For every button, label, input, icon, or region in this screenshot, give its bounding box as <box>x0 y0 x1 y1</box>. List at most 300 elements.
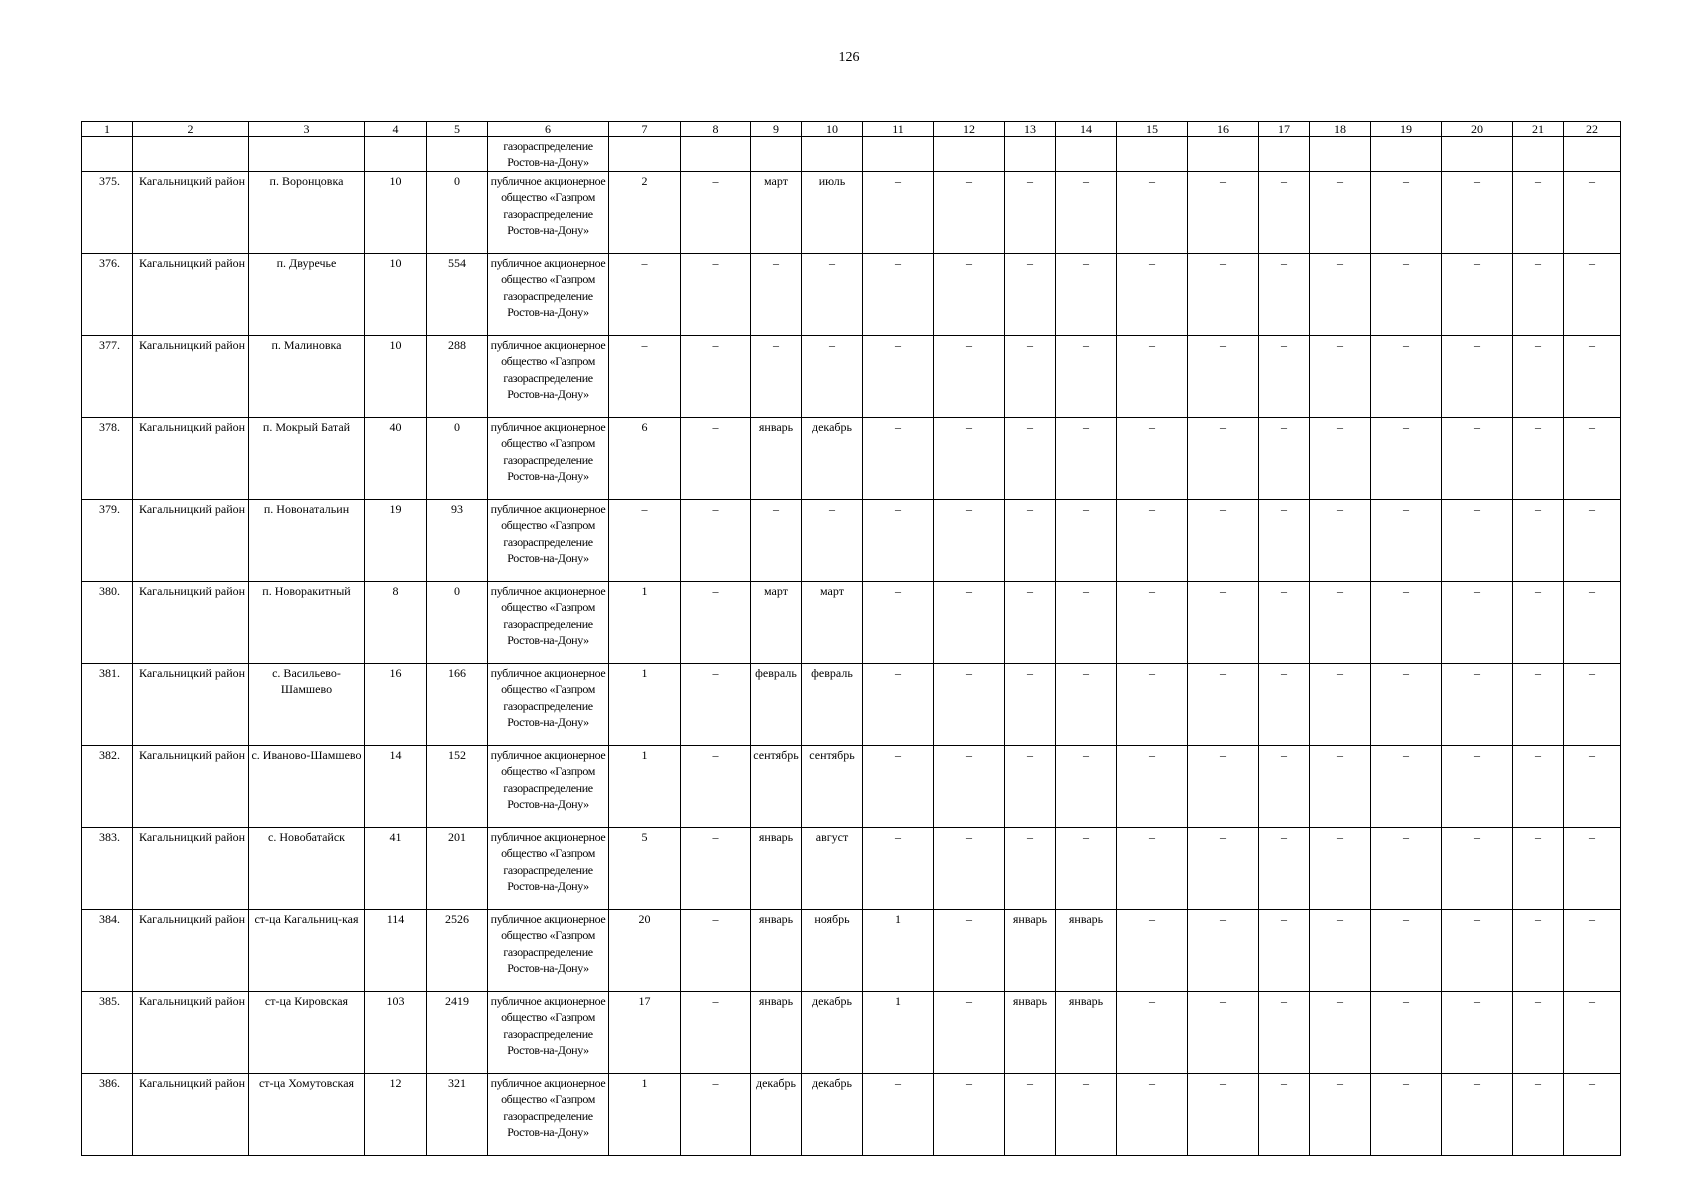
cell-col-17: – <box>1259 499 1310 581</box>
cell-settlement: с. Васильево-Шамшево <box>249 663 365 745</box>
cell-col-13: – <box>1005 745 1056 827</box>
cell-col-21: – <box>1513 335 1564 417</box>
cell-col-13: – <box>1005 253 1056 335</box>
cell-row-number: 385. <box>82 991 133 1073</box>
table-row <box>82 745 1621 827</box>
cell-col-21: – <box>1513 253 1564 335</box>
cell-operator: газораспределение Ростов-на-Дону» <box>488 137 609 172</box>
cell-col-21: – <box>1513 1073 1564 1155</box>
cell-col-12: – <box>934 827 1005 909</box>
page-number: 126 <box>838 50 860 65</box>
column-number-header: 13 <box>1005 122 1056 137</box>
cell-district: Кагальницкий район <box>133 909 249 991</box>
cell-col-17: – <box>1259 171 1310 253</box>
cell-col-22: – <box>1564 991 1621 1073</box>
cell-col-10-end-month: декабрь <box>802 991 863 1073</box>
cell-col-16: – <box>1188 991 1259 1073</box>
cell-col-9-start-month: январь <box>751 991 802 1073</box>
cell-district: Кагальницкий район <box>133 991 249 1073</box>
cell-col-22: – <box>1564 499 1621 581</box>
cell-col-10-end-month: – <box>802 253 863 335</box>
cell-col-20 <box>1442 137 1513 172</box>
table-row <box>82 581 1621 663</box>
cell-operator: публичное акционерное общество «Газпром газораспределение Ростов-на-Дону» <box>488 909 609 991</box>
cell-col-5: 0 <box>427 417 488 499</box>
cell-col-15: – <box>1117 499 1188 581</box>
cell-col-9-start-month <box>751 137 802 172</box>
cell-district: Кагальницкий район <box>133 499 249 581</box>
cell-row-number: 381. <box>82 663 133 745</box>
cell-col-20: – <box>1442 417 1513 499</box>
column-number-header-row <box>82 122 1621 137</box>
cell-col-20: – <box>1442 253 1513 335</box>
column-number-header: 20 <box>1442 122 1513 137</box>
cell-col-13: январь <box>1005 909 1056 991</box>
cell-col-15: – <box>1117 253 1188 335</box>
cell-col-20: – <box>1442 171 1513 253</box>
cell-col-21: – <box>1513 663 1564 745</box>
cell-col-16: – <box>1188 1073 1259 1155</box>
column-number-header: 3 <box>249 122 365 137</box>
cell-col-11: – <box>863 745 934 827</box>
cell-settlement: п. Мокрый Батай <box>249 417 365 499</box>
cell-operator: публичное акционерное общество «Газпром газораспределение Ростов-на-Дону» <box>488 991 609 1073</box>
cell-col-11: – <box>863 417 934 499</box>
cell-col-10-end-month: – <box>802 335 863 417</box>
cell-settlement: п. Новонатальин <box>249 499 365 581</box>
column-number-header: 4 <box>365 122 427 137</box>
cell-col-9-start-month: январь <box>751 827 802 909</box>
cell-row-number: 386. <box>82 1073 133 1155</box>
cell-col-8: – <box>681 581 751 663</box>
cell-col-15: – <box>1117 335 1188 417</box>
cell-col-5: 0 <box>427 171 488 253</box>
cell-col-13: – <box>1005 335 1056 417</box>
cell-col-14: – <box>1056 663 1117 745</box>
cell-col-7: 2 <box>609 171 681 253</box>
cell-col-13: – <box>1005 417 1056 499</box>
cell-col-17: – <box>1259 1073 1310 1155</box>
cell-col-16: – <box>1188 417 1259 499</box>
column-number-header: 14 <box>1056 122 1117 137</box>
cell-col-18: – <box>1310 499 1371 581</box>
cell-col-21: – <box>1513 745 1564 827</box>
cell-col-16: – <box>1188 499 1259 581</box>
cell-col-15: – <box>1117 909 1188 991</box>
cell-col-15: – <box>1117 171 1188 253</box>
cell-col-8: – <box>681 827 751 909</box>
cell-col-10-end-month: – <box>802 499 863 581</box>
cell-operator: публичное акционерное общество «Газпром газораспределение Ростов-на-Дону» <box>488 499 609 581</box>
column-number-header: 2 <box>133 122 249 137</box>
cell-operator: публичное акционерное общество «Газпром газораспределение Ростов-на-Дону» <box>488 745 609 827</box>
column-number-header: 6 <box>488 122 609 137</box>
cell-col-13: январь <box>1005 991 1056 1073</box>
cell-col-22: – <box>1564 827 1621 909</box>
cell-col-7: 1 <box>609 663 681 745</box>
cell-col-8: – <box>681 417 751 499</box>
cell-col-14: – <box>1056 171 1117 253</box>
cell-col-20: – <box>1442 335 1513 417</box>
cell-col-15 <box>1117 137 1188 172</box>
cell-col-17 <box>1259 137 1310 172</box>
cell-col-17: – <box>1259 417 1310 499</box>
cell-col-17: – <box>1259 745 1310 827</box>
cell-col-16: – <box>1188 827 1259 909</box>
cell-col-5: 93 <box>427 499 488 581</box>
cell-col-4: 103 <box>365 991 427 1073</box>
cell-col-7: 5 <box>609 827 681 909</box>
cell-col-16 <box>1188 137 1259 172</box>
cell-col-11: – <box>863 171 934 253</box>
cell-settlement <box>249 137 365 172</box>
cell-col-5: 0 <box>427 581 488 663</box>
cell-col-19: – <box>1371 499 1442 581</box>
cell-col-19: – <box>1371 417 1442 499</box>
cell-row-number: 378. <box>82 417 133 499</box>
cell-col-17: – <box>1259 827 1310 909</box>
cell-col-9-start-month: – <box>751 499 802 581</box>
cell-settlement: п. Двуречье <box>249 253 365 335</box>
gasification-table <box>81 121 1621 1156</box>
cell-col-12: – <box>934 909 1005 991</box>
cell-col-9-start-month: февраль <box>751 663 802 745</box>
cell-settlement: п. Новоракитный <box>249 581 365 663</box>
cell-col-4: 10 <box>365 171 427 253</box>
cell-col-22: – <box>1564 1073 1621 1155</box>
cell-col-7: – <box>609 253 681 335</box>
cell-col-9-start-month: январь <box>751 909 802 991</box>
cell-col-9-start-month: март <box>751 171 802 253</box>
cell-operator: публичное акционерное общество «Газпром газораспределение Ростов-на-Дону» <box>488 1073 609 1155</box>
cell-col-11: – <box>863 827 934 909</box>
cell-col-22 <box>1564 137 1621 172</box>
cell-operator: публичное акционерное общество «Газпром газораспределение Ростов-на-Дону» <box>488 663 609 745</box>
cell-col-15: – <box>1117 581 1188 663</box>
cell-col-4: 14 <box>365 745 427 827</box>
cell-col-20: – <box>1442 827 1513 909</box>
cell-col-11: – <box>863 335 934 417</box>
cell-settlement: п. Воронцовка <box>249 171 365 253</box>
cell-col-5 <box>427 137 488 172</box>
column-number-header: 5 <box>427 122 488 137</box>
cell-col-8: – <box>681 1073 751 1155</box>
cell-col-5: 321 <box>427 1073 488 1155</box>
cell-col-21: – <box>1513 499 1564 581</box>
cell-operator: публичное акционерное общество «Газпром газораспределение Ростов-на-Дону» <box>488 827 609 909</box>
cell-col-19: – <box>1371 335 1442 417</box>
table-row <box>82 991 1621 1073</box>
cell-col-14: – <box>1056 253 1117 335</box>
cell-col-16: – <box>1188 909 1259 991</box>
cell-col-13: – <box>1005 171 1056 253</box>
cell-row-number: 383. <box>82 827 133 909</box>
cell-col-22: – <box>1564 171 1621 253</box>
cell-col-14: – <box>1056 827 1117 909</box>
cell-col-19: – <box>1371 581 1442 663</box>
cell-col-10-end-month: декабрь <box>802 417 863 499</box>
cell-col-9-start-month: сентябрь <box>751 745 802 827</box>
column-number-header: 9 <box>751 122 802 137</box>
cell-col-4: 19 <box>365 499 427 581</box>
cell-col-20: – <box>1442 909 1513 991</box>
cell-col-8 <box>681 137 751 172</box>
cell-col-21: – <box>1513 991 1564 1073</box>
cell-settlement: с. Новобатайск <box>249 827 365 909</box>
cell-col-13: – <box>1005 499 1056 581</box>
cell-col-18: – <box>1310 1073 1371 1155</box>
cell-district: Кагальницкий район <box>133 581 249 663</box>
cell-operator: публичное акционерное общество «Газпром газораспределение Ростов-на-Дону» <box>488 171 609 253</box>
cell-col-8: – <box>681 253 751 335</box>
cell-operator: публичное акционерное общество «Газпром газораспределение Ростов-на-Дону» <box>488 417 609 499</box>
cell-col-21: – <box>1513 581 1564 663</box>
cell-col-5: 2526 <box>427 909 488 991</box>
cell-operator: публичное акционерное общество «Газпром газораспределение Ростов-на-Дону» <box>488 581 609 663</box>
table-row <box>82 663 1621 745</box>
cell-col-10-end-month: август <box>802 827 863 909</box>
cell-col-16: – <box>1188 581 1259 663</box>
cell-col-19: – <box>1371 663 1442 745</box>
cell-col-8: – <box>681 335 751 417</box>
cell-col-18: – <box>1310 909 1371 991</box>
cell-col-20: – <box>1442 745 1513 827</box>
column-number-header: 22 <box>1564 122 1621 137</box>
cell-district: Кагальницкий район <box>133 745 249 827</box>
column-number-header: 17 <box>1259 122 1310 137</box>
cell-col-13: – <box>1005 663 1056 745</box>
cell-col-11: 1 <box>863 991 934 1073</box>
cell-col-12 <box>934 137 1005 172</box>
cell-col-10-end-month: сентябрь <box>802 745 863 827</box>
cell-col-9-start-month: – <box>751 335 802 417</box>
continuation-row <box>82 137 1621 172</box>
cell-row-number <box>82 137 133 172</box>
table-row <box>82 417 1621 499</box>
cell-col-14: январь <box>1056 909 1117 991</box>
cell-settlement: ст-ца Кагальниц-кая <box>249 909 365 991</box>
cell-col-22: – <box>1564 745 1621 827</box>
column-number-header: 18 <box>1310 122 1371 137</box>
cell-district: Кагальницкий район <box>133 253 249 335</box>
cell-col-8: – <box>681 663 751 745</box>
cell-col-8: – <box>681 991 751 1073</box>
cell-district: Кагальницкий район <box>133 171 249 253</box>
column-number-header: 7 <box>609 122 681 137</box>
column-number-header: 12 <box>934 122 1005 137</box>
cell-col-17: – <box>1259 663 1310 745</box>
cell-col-20: – <box>1442 581 1513 663</box>
cell-row-number: 376. <box>82 253 133 335</box>
cell-col-13: – <box>1005 1073 1056 1155</box>
cell-col-10-end-month: март <box>802 581 863 663</box>
cell-col-17: – <box>1259 991 1310 1073</box>
cell-col-4: 114 <box>365 909 427 991</box>
cell-district: Кагальницкий район <box>133 417 249 499</box>
cell-col-11: – <box>863 499 934 581</box>
cell-col-14: – <box>1056 745 1117 827</box>
cell-col-7: 17 <box>609 991 681 1073</box>
cell-col-11 <box>863 137 934 172</box>
cell-col-13: – <box>1005 581 1056 663</box>
cell-col-7 <box>609 137 681 172</box>
cell-col-18: – <box>1310 417 1371 499</box>
table-body <box>82 122 1621 1156</box>
cell-col-18: – <box>1310 663 1371 745</box>
cell-col-12: – <box>934 417 1005 499</box>
cell-col-12: – <box>934 745 1005 827</box>
table-row <box>82 1073 1621 1155</box>
cell-col-9-start-month: – <box>751 253 802 335</box>
cell-row-number: 375. <box>82 171 133 253</box>
cell-col-22: – <box>1564 417 1621 499</box>
cell-district: Кагальницкий район <box>133 663 249 745</box>
cell-col-22: – <box>1564 581 1621 663</box>
cell-col-20: – <box>1442 991 1513 1073</box>
cell-col-18: – <box>1310 335 1371 417</box>
cell-district: Кагальницкий район <box>133 335 249 417</box>
cell-col-15: – <box>1117 663 1188 745</box>
cell-col-11: – <box>863 253 934 335</box>
cell-col-19: – <box>1371 171 1442 253</box>
cell-col-20: – <box>1442 499 1513 581</box>
cell-operator: публичное акционерное общество «Газпром газораспределение Ростов-на-Дону» <box>488 253 609 335</box>
cell-col-21: – <box>1513 827 1564 909</box>
cell-operator: публичное акционерное общество «Газпром газораспределение Ростов-на-Дону» <box>488 335 609 417</box>
cell-col-4: 16 <box>365 663 427 745</box>
cell-col-9-start-month: январь <box>751 417 802 499</box>
cell-col-12: – <box>934 581 1005 663</box>
cell-col-4 <box>365 137 427 172</box>
cell-row-number: 379. <box>82 499 133 581</box>
cell-col-11: – <box>863 581 934 663</box>
cell-col-14: – <box>1056 417 1117 499</box>
cell-col-7: 20 <box>609 909 681 991</box>
cell-col-21: – <box>1513 909 1564 991</box>
cell-col-11: – <box>863 1073 934 1155</box>
cell-col-14: – <box>1056 1073 1117 1155</box>
table-row <box>82 335 1621 417</box>
cell-row-number: 382. <box>82 745 133 827</box>
cell-col-5: 554 <box>427 253 488 335</box>
cell-col-4: 12 <box>365 1073 427 1155</box>
cell-col-10-end-month: февраль <box>802 663 863 745</box>
cell-col-14: – <box>1056 581 1117 663</box>
cell-col-10-end-month: декабрь <box>802 1073 863 1155</box>
cell-col-22: – <box>1564 335 1621 417</box>
cell-settlement: ст-ца Кировская <box>249 991 365 1073</box>
cell-district <box>133 137 249 172</box>
column-number-header: 8 <box>681 122 751 137</box>
cell-col-7: – <box>609 499 681 581</box>
cell-settlement: с. Иваново-Шамшево <box>249 745 365 827</box>
cell-row-number: 384. <box>82 909 133 991</box>
cell-col-7: – <box>609 335 681 417</box>
cell-col-17: – <box>1259 909 1310 991</box>
cell-col-4: 40 <box>365 417 427 499</box>
cell-col-12: – <box>934 499 1005 581</box>
cell-col-15: – <box>1117 991 1188 1073</box>
cell-col-12: – <box>934 1073 1005 1155</box>
cell-col-9-start-month: декабрь <box>751 1073 802 1155</box>
cell-col-15: – <box>1117 1073 1188 1155</box>
cell-col-19: – <box>1371 1073 1442 1155</box>
column-number-header: 15 <box>1117 122 1188 137</box>
table-row <box>82 171 1621 253</box>
cell-col-8: – <box>681 745 751 827</box>
cell-row-number: 377. <box>82 335 133 417</box>
cell-col-14: – <box>1056 335 1117 417</box>
cell-col-9-start-month: март <box>751 581 802 663</box>
cell-col-21: – <box>1513 171 1564 253</box>
cell-col-8: – <box>681 499 751 581</box>
cell-col-10-end-month: июль <box>802 171 863 253</box>
cell-col-16: – <box>1188 335 1259 417</box>
cell-row-number: 380. <box>82 581 133 663</box>
cell-col-19: – <box>1371 827 1442 909</box>
cell-col-16: – <box>1188 171 1259 253</box>
cell-col-4: 10 <box>365 335 427 417</box>
cell-col-5: 201 <box>427 827 488 909</box>
cell-district: Кагальницкий район <box>133 1073 249 1155</box>
column-number-header: 1 <box>82 122 133 137</box>
cell-col-12: – <box>934 335 1005 417</box>
table-row <box>82 499 1621 581</box>
cell-col-14: январь <box>1056 991 1117 1073</box>
column-number-header: 19 <box>1371 122 1442 137</box>
table-row <box>82 253 1621 335</box>
table-row <box>82 827 1621 909</box>
column-number-header: 10 <box>802 122 863 137</box>
cell-col-18 <box>1310 137 1371 172</box>
cell-col-13 <box>1005 137 1056 172</box>
cell-col-4: 10 <box>365 253 427 335</box>
cell-col-19: – <box>1371 909 1442 991</box>
cell-col-15: – <box>1117 827 1188 909</box>
cell-col-21 <box>1513 137 1564 172</box>
cell-col-17: – <box>1259 335 1310 417</box>
cell-col-21: – <box>1513 417 1564 499</box>
cell-col-22: – <box>1564 663 1621 745</box>
cell-col-19: – <box>1371 745 1442 827</box>
cell-col-11: 1 <box>863 909 934 991</box>
cell-col-20: – <box>1442 663 1513 745</box>
column-number-header: 16 <box>1188 122 1259 137</box>
cell-col-7: 1 <box>609 1073 681 1155</box>
cell-col-14: – <box>1056 499 1117 581</box>
cell-col-7: 6 <box>609 417 681 499</box>
cell-col-19: – <box>1371 991 1442 1073</box>
cell-col-8: – <box>681 909 751 991</box>
cell-col-22: – <box>1564 909 1621 991</box>
cell-col-12: – <box>934 663 1005 745</box>
cell-col-16: – <box>1188 745 1259 827</box>
cell-col-18: – <box>1310 745 1371 827</box>
cell-col-18: – <box>1310 171 1371 253</box>
cell-settlement: п. Малиновка <box>249 335 365 417</box>
cell-col-7: 1 <box>609 581 681 663</box>
cell-col-7: 1 <box>609 745 681 827</box>
cell-col-18: – <box>1310 827 1371 909</box>
cell-col-12: – <box>934 253 1005 335</box>
cell-col-18: – <box>1310 991 1371 1073</box>
column-number-header: 11 <box>863 122 934 137</box>
cell-col-4: 8 <box>365 581 427 663</box>
cell-col-12: – <box>934 171 1005 253</box>
cell-col-5: 288 <box>427 335 488 417</box>
cell-col-16: – <box>1188 253 1259 335</box>
cell-col-11: – <box>863 663 934 745</box>
